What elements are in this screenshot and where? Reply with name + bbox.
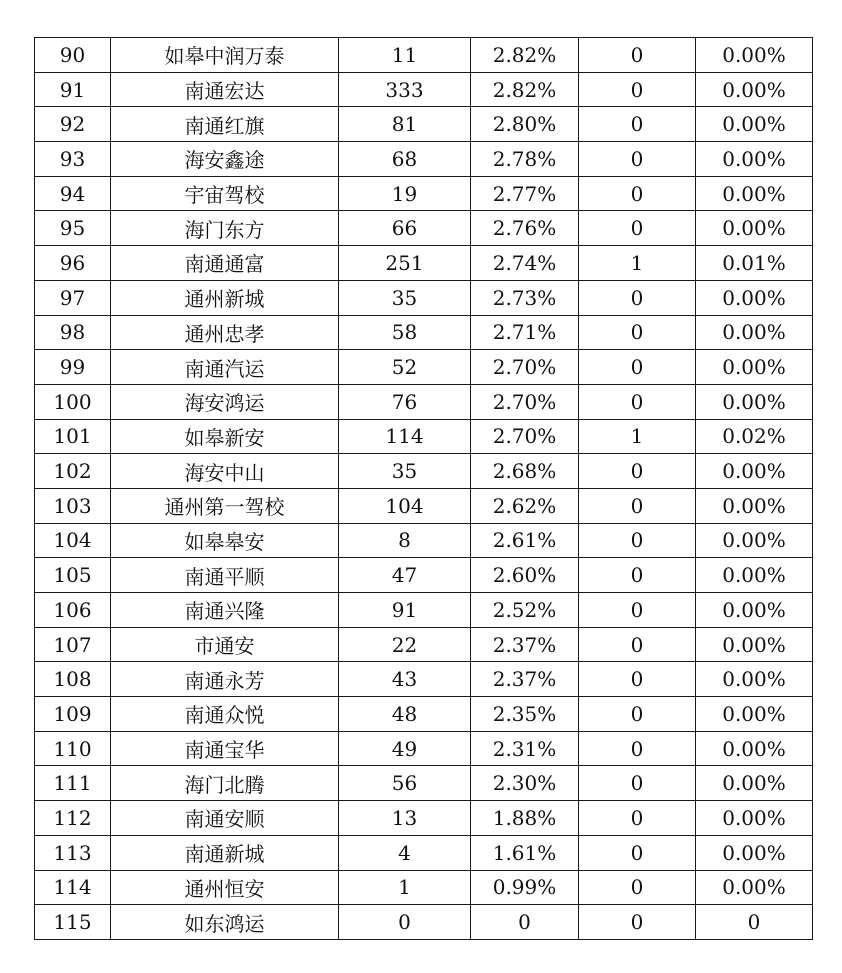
rank-cell: 98 bbox=[35, 315, 111, 350]
count-cell: 0 bbox=[339, 905, 471, 940]
count-cell: 91 bbox=[339, 593, 471, 628]
school-name-cell: 南通宝华 bbox=[111, 731, 339, 766]
school-name-cell: 宇宙驾校 bbox=[111, 176, 339, 211]
fail-count-cell: 0 bbox=[579, 211, 696, 246]
table-row bbox=[35, 246, 813, 281]
fail-count-cell: 0 bbox=[579, 384, 696, 419]
count-cell: 1 bbox=[339, 870, 471, 905]
fail-count-cell: 0 bbox=[579, 731, 696, 766]
fail-count-cell: 0 bbox=[579, 38, 696, 73]
rank-cell: 109 bbox=[35, 697, 111, 732]
fail-count-cell: 0 bbox=[579, 766, 696, 801]
table-row bbox=[35, 662, 813, 697]
fail-rate-cell: 0.00% bbox=[696, 801, 813, 836]
school-name-cell: 通州新城 bbox=[111, 280, 339, 315]
fail-rate-cell: 0.00% bbox=[696, 627, 813, 662]
rank-cell: 91 bbox=[35, 72, 111, 107]
fail-count-cell: 0 bbox=[579, 488, 696, 523]
count-cell: 66 bbox=[339, 211, 471, 246]
fail-rate-cell: 0.02% bbox=[696, 419, 813, 454]
school-name-cell: 南通汽运 bbox=[111, 350, 339, 385]
school-name-cell: 如皋新安 bbox=[111, 419, 339, 454]
fail-count-cell: 0 bbox=[579, 315, 696, 350]
rank-cell: 93 bbox=[35, 142, 111, 177]
rank-cell: 105 bbox=[35, 558, 111, 593]
count-cell: 47 bbox=[339, 558, 471, 593]
school-name-cell: 通州恒安 bbox=[111, 870, 339, 905]
rate-cell: 2.71% bbox=[471, 315, 579, 350]
fail-rate-cell: 0.00% bbox=[696, 488, 813, 523]
ranking-table-body bbox=[35, 38, 813, 940]
fail-count-cell: 0 bbox=[579, 142, 696, 177]
rate-cell: 2.68% bbox=[471, 454, 579, 489]
fail-rate-cell: 0.00% bbox=[696, 107, 813, 142]
count-cell: 114 bbox=[339, 419, 471, 454]
fail-count-cell: 0 bbox=[579, 280, 696, 315]
table-row bbox=[35, 72, 813, 107]
count-cell: 43 bbox=[339, 662, 471, 697]
table-row bbox=[35, 766, 813, 801]
table-row bbox=[35, 454, 813, 489]
rate-cell: 2.60% bbox=[471, 558, 579, 593]
rank-cell: 100 bbox=[35, 384, 111, 419]
rate-cell: 2.80% bbox=[471, 107, 579, 142]
school-name-cell: 市通安 bbox=[111, 627, 339, 662]
table-row bbox=[35, 38, 813, 73]
table-row bbox=[35, 870, 813, 905]
fail-count-cell: 0 bbox=[579, 558, 696, 593]
ranking-table-container bbox=[34, 37, 813, 940]
fail-count-cell: 0 bbox=[579, 454, 696, 489]
fail-count-cell: 0 bbox=[579, 72, 696, 107]
table-row bbox=[35, 419, 813, 454]
fail-rate-cell: 0.00% bbox=[696, 280, 813, 315]
rate-cell: 2.74% bbox=[471, 246, 579, 281]
fail-count-cell: 0 bbox=[579, 176, 696, 211]
rank-cell: 110 bbox=[35, 731, 111, 766]
fail-rate-cell: 0.00% bbox=[696, 142, 813, 177]
rate-cell: 2.70% bbox=[471, 350, 579, 385]
fail-rate-cell: 0.00% bbox=[696, 870, 813, 905]
table-row bbox=[35, 558, 813, 593]
table-row bbox=[35, 801, 813, 836]
rank-cell: 95 bbox=[35, 211, 111, 246]
count-cell: 58 bbox=[339, 315, 471, 350]
table-row bbox=[35, 142, 813, 177]
rank-cell: 112 bbox=[35, 801, 111, 836]
rate-cell: 2.82% bbox=[471, 72, 579, 107]
fail-count-cell: 0 bbox=[579, 870, 696, 905]
count-cell: 48 bbox=[339, 697, 471, 732]
rank-cell: 104 bbox=[35, 523, 111, 558]
table-row bbox=[35, 315, 813, 350]
count-cell: 52 bbox=[339, 350, 471, 385]
count-cell: 11 bbox=[339, 38, 471, 73]
table-row bbox=[35, 731, 813, 766]
rate-cell: 2.30% bbox=[471, 766, 579, 801]
school-name-cell: 南通众悦 bbox=[111, 697, 339, 732]
table-row bbox=[35, 350, 813, 385]
school-name-cell: 通州忠孝 bbox=[111, 315, 339, 350]
rank-cell: 101 bbox=[35, 419, 111, 454]
count-cell: 49 bbox=[339, 731, 471, 766]
rate-cell: 2.37% bbox=[471, 627, 579, 662]
fail-count-cell: 0 bbox=[579, 627, 696, 662]
table-row bbox=[35, 905, 813, 940]
fail-rate-cell: 0.00% bbox=[696, 72, 813, 107]
rank-cell: 113 bbox=[35, 835, 111, 870]
rate-cell: 1.61% bbox=[471, 835, 579, 870]
rank-cell: 106 bbox=[35, 593, 111, 628]
rank-cell: 108 bbox=[35, 662, 111, 697]
fail-count-cell: 1 bbox=[579, 246, 696, 281]
school-name-cell: 南通永芳 bbox=[111, 662, 339, 697]
rate-cell: 2.35% bbox=[471, 697, 579, 732]
count-cell: 251 bbox=[339, 246, 471, 281]
table-row bbox=[35, 697, 813, 732]
count-cell: 81 bbox=[339, 107, 471, 142]
rate-cell: 2.82% bbox=[471, 38, 579, 73]
rank-cell: 94 bbox=[35, 176, 111, 211]
fail-count-cell: 0 bbox=[579, 523, 696, 558]
fail-rate-cell: 0 bbox=[696, 905, 813, 940]
fail-rate-cell: 0.00% bbox=[696, 731, 813, 766]
fail-rate-cell: 0.00% bbox=[696, 384, 813, 419]
school-name-cell: 如皋中润万泰 bbox=[111, 38, 339, 73]
count-cell: 35 bbox=[339, 280, 471, 315]
rank-cell: 114 bbox=[35, 870, 111, 905]
rate-cell: 2.73% bbox=[471, 280, 579, 315]
count-cell: 56 bbox=[339, 766, 471, 801]
count-cell: 22 bbox=[339, 627, 471, 662]
rank-cell: 96 bbox=[35, 246, 111, 281]
count-cell: 19 bbox=[339, 176, 471, 211]
count-cell: 4 bbox=[339, 835, 471, 870]
fail-count-cell: 0 bbox=[579, 662, 696, 697]
school-name-cell: 南通安顺 bbox=[111, 801, 339, 836]
table-row bbox=[35, 280, 813, 315]
school-name-cell: 海安鑫途 bbox=[111, 142, 339, 177]
table-row bbox=[35, 835, 813, 870]
fail-rate-cell: 0.00% bbox=[696, 523, 813, 558]
fail-rate-cell: 0.00% bbox=[696, 835, 813, 870]
school-name-cell: 通州第一驾校 bbox=[111, 488, 339, 523]
fail-count-cell: 0 bbox=[579, 350, 696, 385]
rate-cell: 2.61% bbox=[471, 523, 579, 558]
rate-cell: 0 bbox=[471, 905, 579, 940]
fail-count-cell: 1 bbox=[579, 419, 696, 454]
fail-rate-cell: 0.00% bbox=[696, 315, 813, 350]
rate-cell: 2.31% bbox=[471, 731, 579, 766]
table-row bbox=[35, 523, 813, 558]
fail-rate-cell: 0.00% bbox=[696, 454, 813, 489]
rate-cell: 2.70% bbox=[471, 419, 579, 454]
school-name-cell: 海安中山 bbox=[111, 454, 339, 489]
count-cell: 104 bbox=[339, 488, 471, 523]
count-cell: 13 bbox=[339, 801, 471, 836]
rank-cell: 99 bbox=[35, 350, 111, 385]
fail-rate-cell: 0.00% bbox=[696, 662, 813, 697]
rank-cell: 102 bbox=[35, 454, 111, 489]
school-name-cell: 南通平顺 bbox=[111, 558, 339, 593]
school-name-cell: 海安鸿运 bbox=[111, 384, 339, 419]
ranking-table bbox=[34, 37, 813, 940]
count-cell: 35 bbox=[339, 454, 471, 489]
table-row bbox=[35, 107, 813, 142]
fail-count-cell: 0 bbox=[579, 593, 696, 628]
school-name-cell: 南通红旗 bbox=[111, 107, 339, 142]
rank-cell: 92 bbox=[35, 107, 111, 142]
rate-cell: 2.76% bbox=[471, 211, 579, 246]
table-row bbox=[35, 627, 813, 662]
table-row bbox=[35, 211, 813, 246]
fail-rate-cell: 0.00% bbox=[696, 38, 813, 73]
rank-cell: 97 bbox=[35, 280, 111, 315]
fail-count-cell: 0 bbox=[579, 801, 696, 836]
count-cell: 8 bbox=[339, 523, 471, 558]
school-name-cell: 南通新城 bbox=[111, 835, 339, 870]
count-cell: 76 bbox=[339, 384, 471, 419]
rank-cell: 103 bbox=[35, 488, 111, 523]
school-name-cell: 南通兴隆 bbox=[111, 593, 339, 628]
fail-rate-cell: 0.00% bbox=[696, 593, 813, 628]
rate-cell: 2.37% bbox=[471, 662, 579, 697]
table-row bbox=[35, 384, 813, 419]
table-row bbox=[35, 176, 813, 211]
rate-cell: 1.88% bbox=[471, 801, 579, 836]
fail-count-cell: 0 bbox=[579, 107, 696, 142]
school-name-cell: 如东鸿运 bbox=[111, 905, 339, 940]
rank-cell: 90 bbox=[35, 38, 111, 73]
rate-cell: 0.99% bbox=[471, 870, 579, 905]
school-name-cell: 如皋皋安 bbox=[111, 523, 339, 558]
rate-cell: 2.78% bbox=[471, 142, 579, 177]
fail-rate-cell: 0.00% bbox=[696, 350, 813, 385]
school-name-cell: 海门北腾 bbox=[111, 766, 339, 801]
fail-rate-cell: 0.00% bbox=[696, 176, 813, 211]
fail-rate-cell: 0.00% bbox=[696, 766, 813, 801]
fail-rate-cell: 0.01% bbox=[696, 246, 813, 281]
rate-cell: 2.77% bbox=[471, 176, 579, 211]
rank-cell: 111 bbox=[35, 766, 111, 801]
fail-rate-cell: 0.00% bbox=[696, 558, 813, 593]
school-name-cell: 海门东方 bbox=[111, 211, 339, 246]
table-row bbox=[35, 593, 813, 628]
rank-cell: 115 bbox=[35, 905, 111, 940]
fail-rate-cell: 0.00% bbox=[696, 697, 813, 732]
rate-cell: 2.70% bbox=[471, 384, 579, 419]
table-row bbox=[35, 488, 813, 523]
rate-cell: 2.62% bbox=[471, 488, 579, 523]
count-cell: 68 bbox=[339, 142, 471, 177]
fail-rate-cell: 0.00% bbox=[696, 211, 813, 246]
fail-count-cell: 0 bbox=[579, 905, 696, 940]
fail-count-cell: 0 bbox=[579, 835, 696, 870]
count-cell: 333 bbox=[339, 72, 471, 107]
school-name-cell: 南通宏达 bbox=[111, 72, 339, 107]
rate-cell: 2.52% bbox=[471, 593, 579, 628]
school-name-cell: 南通通富 bbox=[111, 246, 339, 281]
rank-cell: 107 bbox=[35, 627, 111, 662]
fail-count-cell: 0 bbox=[579, 697, 696, 732]
